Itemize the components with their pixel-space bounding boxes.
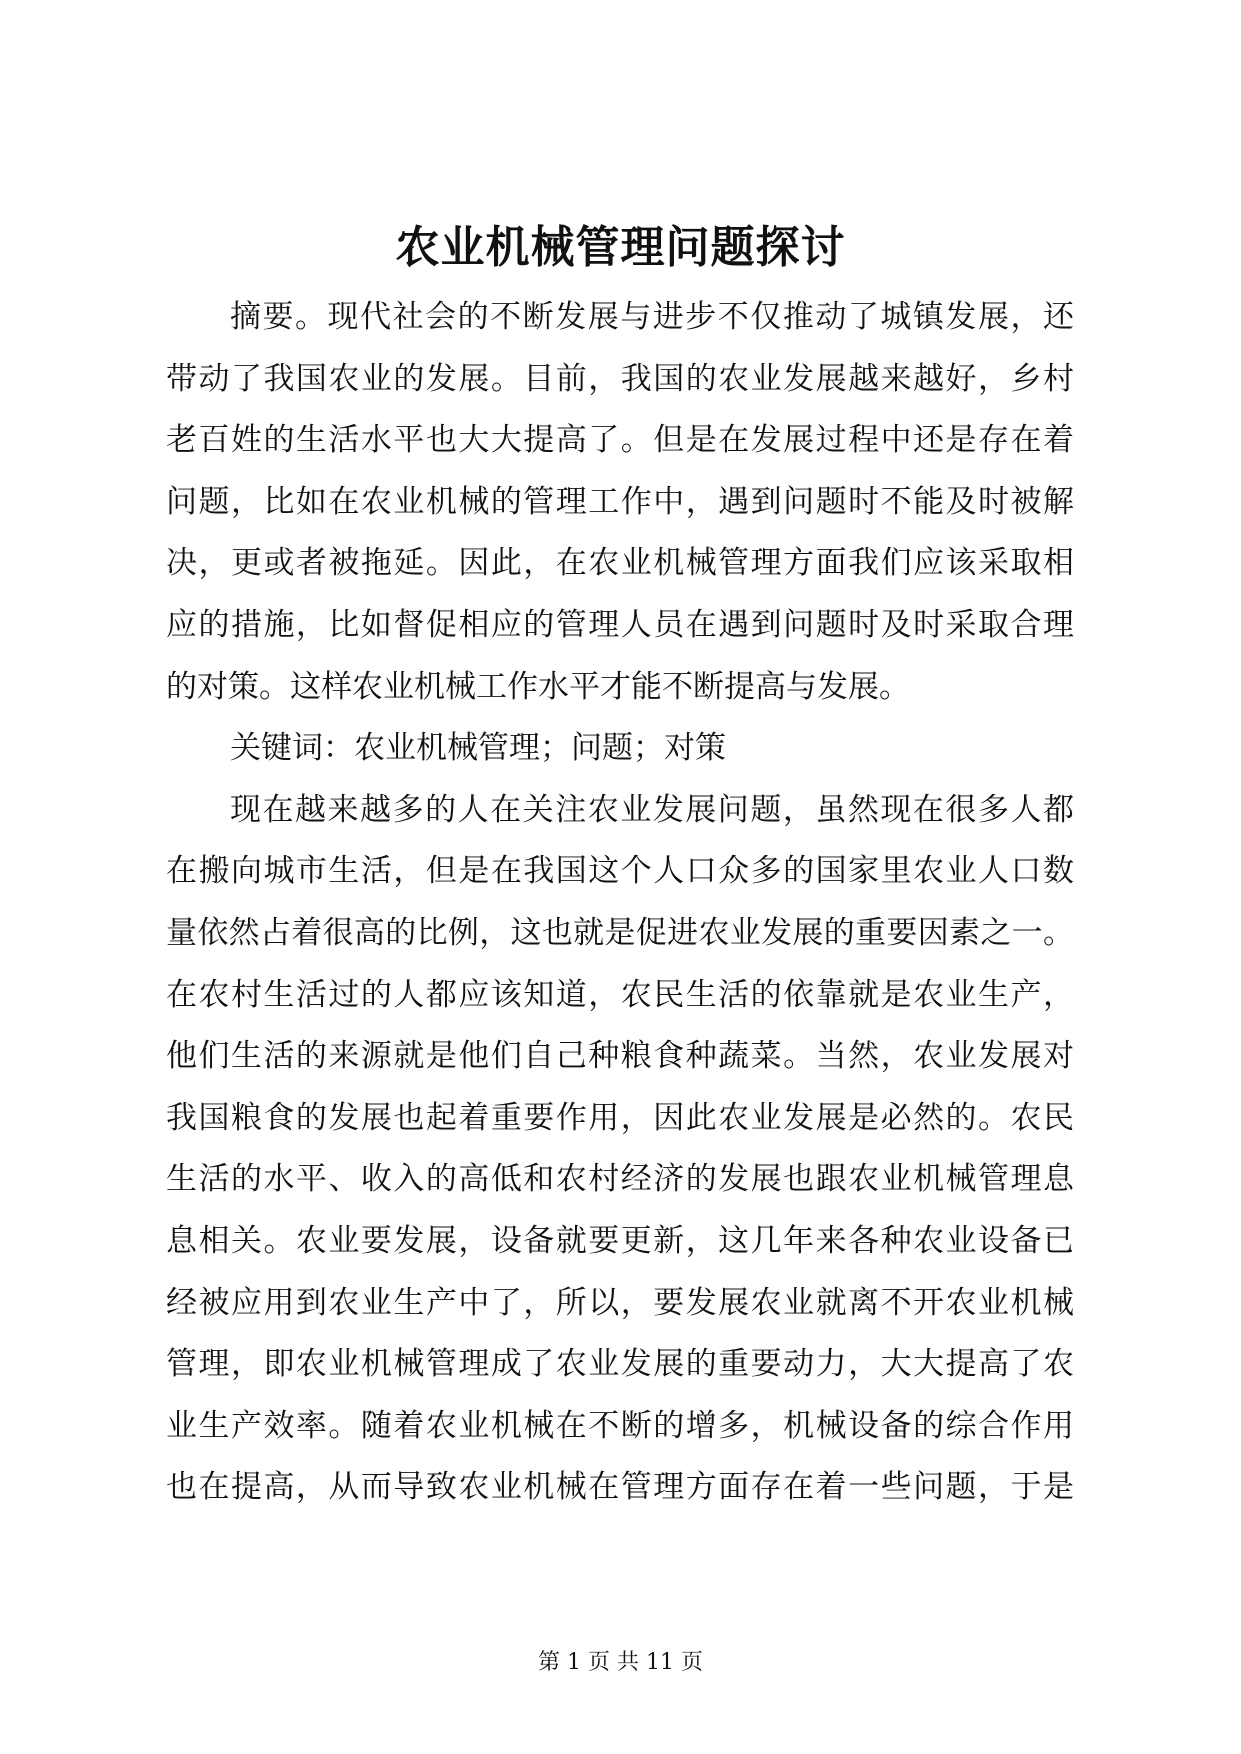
abstract-line: 带动了我国农业的发展。目前，我国的农业发展越来越好，乡村 bbox=[166, 360, 1074, 397]
abstract-line: 问题，比如在农业机械的管理工作中，遇到问题时不能及时被解 bbox=[166, 483, 1074, 520]
paragraph-line: 现在越来越多的人在关注农业发展问题，虽然现在很多人都 bbox=[230, 791, 1074, 828]
paragraph-line: 息相关。农业要发展，设备就要更新，这几年来各种农业设备已 bbox=[166, 1222, 1074, 1259]
paragraph-line: 在农村生活过的人都应该知道，农民生活的依靠就是农业生产， bbox=[166, 976, 1074, 1013]
abstract-line: 决，更或者被拖延。因此，在农业机械管理方面我们应该采取相 bbox=[166, 545, 1074, 582]
paragraph-line: 管理，即农业机械管理成了农业发展的重要动力，大大提高了农 bbox=[166, 1346, 1074, 1383]
document-title: 农业机械管理问题探讨 bbox=[395, 222, 846, 273]
abstract-line: 应的措施，比如督促相应的管理人员在遇到问题时及时采取合理 bbox=[166, 606, 1074, 643]
paragraph-line: 量依然占着很高的比例，这也就是促进农业发展的重要因素之一。 bbox=[166, 914, 1074, 951]
page-footer: 第 1 页 共 11 页 bbox=[538, 1650, 703, 1675]
document-body bbox=[166, 287, 1074, 1519]
paragraph-line: 经被应用到农业生产中了，所以，要发展农业就离不开农业机械 bbox=[166, 1284, 1074, 1321]
keywords-line: 关键词：农业机械管理；问题；对策 bbox=[230, 730, 726, 767]
paragraph-line: 我国粮食的发展也起着重要作用，因此农业发展是必然的。农民 bbox=[166, 1099, 1074, 1136]
abstract-line: 摘要。现代社会的不断发展与进步不仅推动了城镇发展，还 bbox=[230, 299, 1074, 335]
paragraph-line: 他们生活的来源就是他们自己种粮食种蔬菜。当然，农业发展对 bbox=[166, 1038, 1074, 1075]
abstract-line: 的对策。这样农业机械工作水平才能不断提高与发展。 bbox=[166, 668, 910, 705]
paragraph-line: 也在提高，从而导致农业机械在管理方面存在着一些问题，于是 bbox=[166, 1469, 1074, 1506]
paragraph-line: 业生产效率。随着农业机械在不断的增多，机械设备的综合作用 bbox=[166, 1407, 1074, 1444]
paragraph-line: 在搬向城市生活，但是在我国这个人口众多的国家里农业人口数 bbox=[166, 853, 1074, 890]
abstract-line: 老百姓的生活水平也大大提高了。但是在发展过程中还是存在着 bbox=[166, 422, 1074, 459]
paragraph-line: 生活的水平、收入的高低和农村经济的发展也跟农业机械管理息 bbox=[166, 1161, 1074, 1198]
